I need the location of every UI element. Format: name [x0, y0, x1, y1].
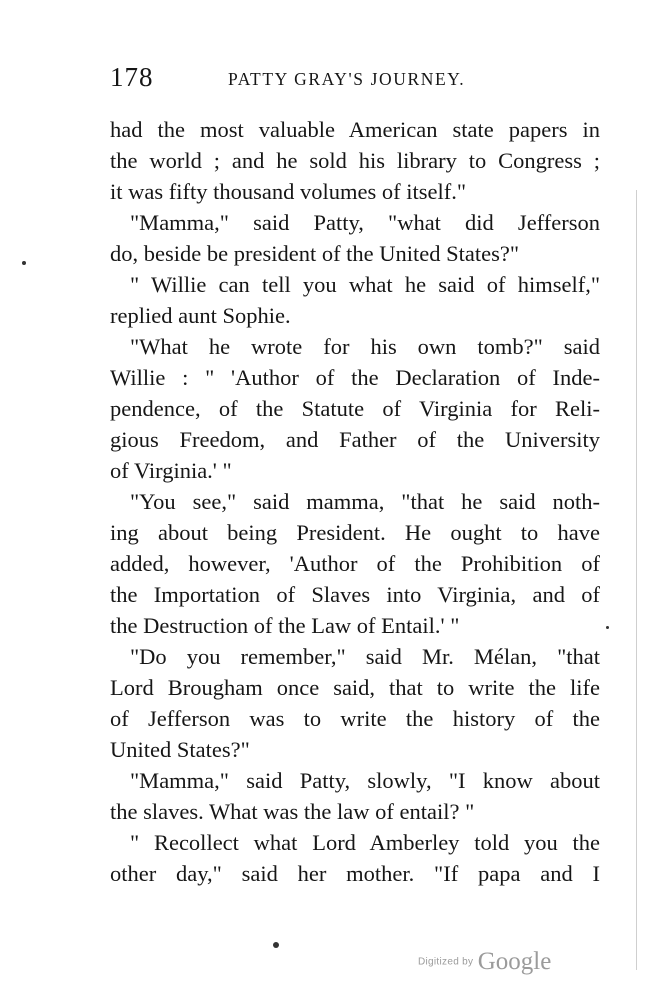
text-segment: "Mamma," said Patty, slowly, "I know about	[130, 768, 600, 793]
text-segment: "You see," said mamma, "that	[130, 489, 462, 514]
text-segment: added, however, 'Author of the Prohibition of	[110, 551, 600, 576]
text-line	[110, 176, 600, 207]
italic-text: Law of Entail.	[311, 613, 441, 638]
text-line	[110, 517, 600, 548]
text-segment: do, beside be president of the United States?"	[110, 241, 520, 266]
text-line	[110, 827, 600, 858]
page-body-text	[110, 114, 600, 889]
text-segment: "	[459, 799, 475, 824]
text-segment: the Importation of Slaves into Virginia, and of	[110, 582, 600, 607]
text-segment: had the most valuable American state papers in	[110, 117, 600, 142]
text-segment: the world ; and he sold his library to Congress ;	[110, 148, 600, 173]
watermark-prefix: Digitized by	[418, 956, 474, 968]
text-line	[110, 486, 600, 517]
text-segment: other day," said her mother. "If papa and I	[110, 861, 600, 886]
text-line	[110, 393, 600, 424]
italic-text: he	[461, 489, 483, 514]
text-segment: of Jefferson was to write the history of the	[110, 706, 600, 731]
text-segment: gious Freedom, and Father of the University	[110, 427, 600, 452]
text-segment: it was fifty thousand volumes of itself."	[110, 179, 467, 204]
text-segment: United States?"	[110, 737, 250, 762]
scan-speck-bottom	[273, 942, 279, 948]
text-segment: "Mamma," said Patty, "what did Jefferson	[130, 210, 600, 235]
text-line	[110, 114, 600, 145]
text-line	[110, 641, 600, 672]
scan-speck-left	[22, 261, 26, 265]
digitized-watermark	[418, 948, 551, 976]
text-line	[110, 579, 600, 610]
text-line	[110, 548, 600, 579]
text-segment: of Virginia.' "	[110, 458, 232, 483]
text-line	[110, 207, 600, 238]
page-edge-shadow	[636, 190, 637, 970]
running-header	[110, 62, 610, 98]
text-segment: "What he wrote for his own tomb?" said	[130, 334, 600, 359]
italic-text: pendence,	[110, 396, 201, 421]
text-line	[110, 796, 600, 827]
text-line	[110, 145, 600, 176]
text-line	[110, 238, 600, 269]
running-title: PATTY GRAY'S JOURNEY.	[228, 69, 466, 89]
text-segment: ' "	[440, 613, 460, 638]
text-line	[110, 455, 600, 486]
text-line	[110, 331, 600, 362]
google-logo: Google	[477, 948, 552, 975]
text-segment: replied aunt Sophie.	[110, 303, 291, 328]
text-segment: said noth-	[482, 489, 600, 514]
text-line	[110, 300, 600, 331]
text-segment: Lord Brougham once said, that to write the life	[110, 675, 600, 700]
text-segment: " Recollect what Lord Amberley told you the	[130, 830, 600, 855]
text-line	[110, 610, 600, 641]
text-line	[110, 858, 600, 889]
text-line	[110, 672, 600, 703]
text-segment: the Destruction of the	[110, 613, 312, 638]
text-segment: the slaves. What was the	[110, 799, 338, 824]
text-segment: ing about being President. He ought to have	[110, 520, 600, 545]
text-line	[110, 424, 600, 455]
text-segment: Willie : " '	[110, 365, 236, 390]
italic-text: law of entail?	[337, 799, 460, 824]
text-line	[110, 269, 600, 300]
text-segment: "Do you remember," said Mr. Mélan, "that	[130, 644, 600, 669]
text-segment: " Willie can tell you what he said of himself,"	[130, 272, 600, 297]
scan-speck-right	[606, 626, 609, 629]
text-line	[110, 703, 600, 734]
text-line	[110, 765, 600, 796]
text-segment: of the Statute of Virginia for Reli-	[200, 396, 600, 421]
page-number: 178	[110, 62, 154, 92]
text-line	[110, 362, 600, 393]
text-line	[110, 734, 600, 765]
italic-text: Author of the Declaration of Inde-	[235, 365, 600, 390]
